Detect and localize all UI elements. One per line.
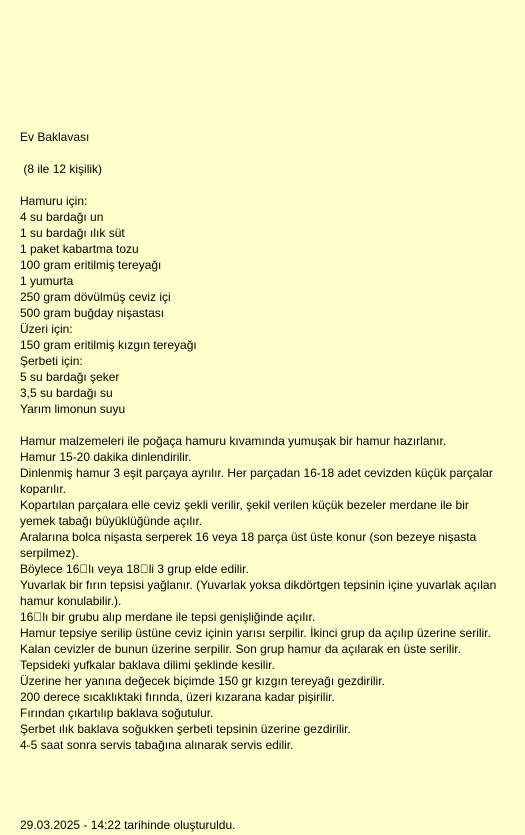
ingredient-line: 1 yumurta — [20, 274, 74, 288]
spacer — [20, 145, 500, 161]
ingredient-line: 100 gram eritilmiş tereyağı — [20, 258, 162, 272]
spacer — [20, 177, 500, 193]
instruction-step: Üzerine her yanına değecek biçimde 150 gr kızgın tereyağı gezdirilir. — [20, 674, 385, 688]
ingredients-list — [20, 193, 500, 417]
instruction-step: Hamur malzemeleri ile poğaça hamuru kıvamında yumuşak bir hamur hazırlanır. — [20, 434, 447, 448]
instruction-step: Tepsideki yufkalar baklava dilimi şeklinde kesilir. — [20, 658, 275, 672]
ingredient-line: Şerbeti için: — [20, 354, 83, 368]
ingredient-line: 1 su bardağı ılık süt — [20, 226, 125, 240]
ingredient-line: 5 su bardağı şeker — [20, 370, 120, 384]
ingredient-line: 1 paket kabartma tozu — [20, 242, 139, 256]
recipe-document — [20, 129, 500, 753]
created-timestamp: 29.03.2025 - 14:22 tarihinde oluşturuldu. — [20, 818, 236, 832]
ingredient-line: Hamuru için: — [20, 194, 88, 208]
instruction-step: Kopartılan parçalara elle ceviz şekli verilir, şekil verilen küçük bezeler merdane ile bir yemek tabağı büyüklüğünde açılır. — [20, 498, 469, 528]
instructions-list — [20, 433, 500, 753]
ingredient-line: 4 su bardağı un — [20, 210, 104, 224]
instruction-step: Yuvarlak bir fırın tepsisi yağlanır. (Yuvarlak yoksa dikdörtgen tepsinin içine yuvarlak açılan hamur konulabilir.). — [20, 578, 497, 608]
spacer — [20, 417, 500, 433]
instruction-step: 4-5 saat sonra servis tabağına alınarak servis edilir. — [20, 738, 294, 752]
ingredient-line: 250 gram dövülmüş ceviz içi — [20, 290, 171, 304]
instruction-step: Hamur 15-20 dakika dinlendirilir. — [20, 450, 192, 464]
instruction-step: Hamur tepsiye serilip üstüne ceviz içinin yarısı serpilir. İkinci grup da açılıp üzerine serilir. — [20, 626, 491, 640]
ingredient-line: Yarım limonun suyu — [20, 402, 126, 416]
instruction-step: Şerbet ılık baklava soğukken şerbeti tepsinin üzerine gezdirilir. — [20, 722, 351, 736]
instruction-step: Aralarına bolca nişasta serperek 16 veya 18 parça üst üste konur (son bezeye nişasta serpilmez). — [20, 530, 477, 560]
instruction-step: Kalan cevizler de bunun üzerine serpilir. Son grup hamur da açılarak en üste serilir. — [20, 642, 461, 656]
recipe-title: Ev Baklavası — [20, 130, 90, 144]
instruction-step: Fırından çıkartılıp baklava soğutulur. — [20, 706, 214, 720]
ingredient-line: Üzeri için: — [20, 322, 73, 336]
instruction-step: Dinlenmiş hamur 3 eşit parçaya ayrılır. Her parçadan 16-18 adet cevizden küçük parçalar koparılır. — [20, 466, 493, 496]
ingredient-line: 150 gram eritilmiş kızgın tereyağı — [20, 338, 197, 352]
ingredient-line: 500 gram buğday nişastası — [20, 306, 165, 320]
instruction-step: Böylece 16 lı veya 18 li 3 grup elde edilir. — [20, 562, 249, 576]
instruction-step: 200 derece sıcaklıktaki fırında, üzeri kızarana kadar pişirilir. — [20, 690, 335, 704]
servings-note: (8 ile 12 kişilik) — [20, 162, 103, 176]
ingredient-line: 3,5 su bardağı su — [20, 386, 113, 400]
instruction-step: 16 lı bir grubu alıp merdane ile tepsi genişliğinde açılır. — [20, 610, 316, 624]
